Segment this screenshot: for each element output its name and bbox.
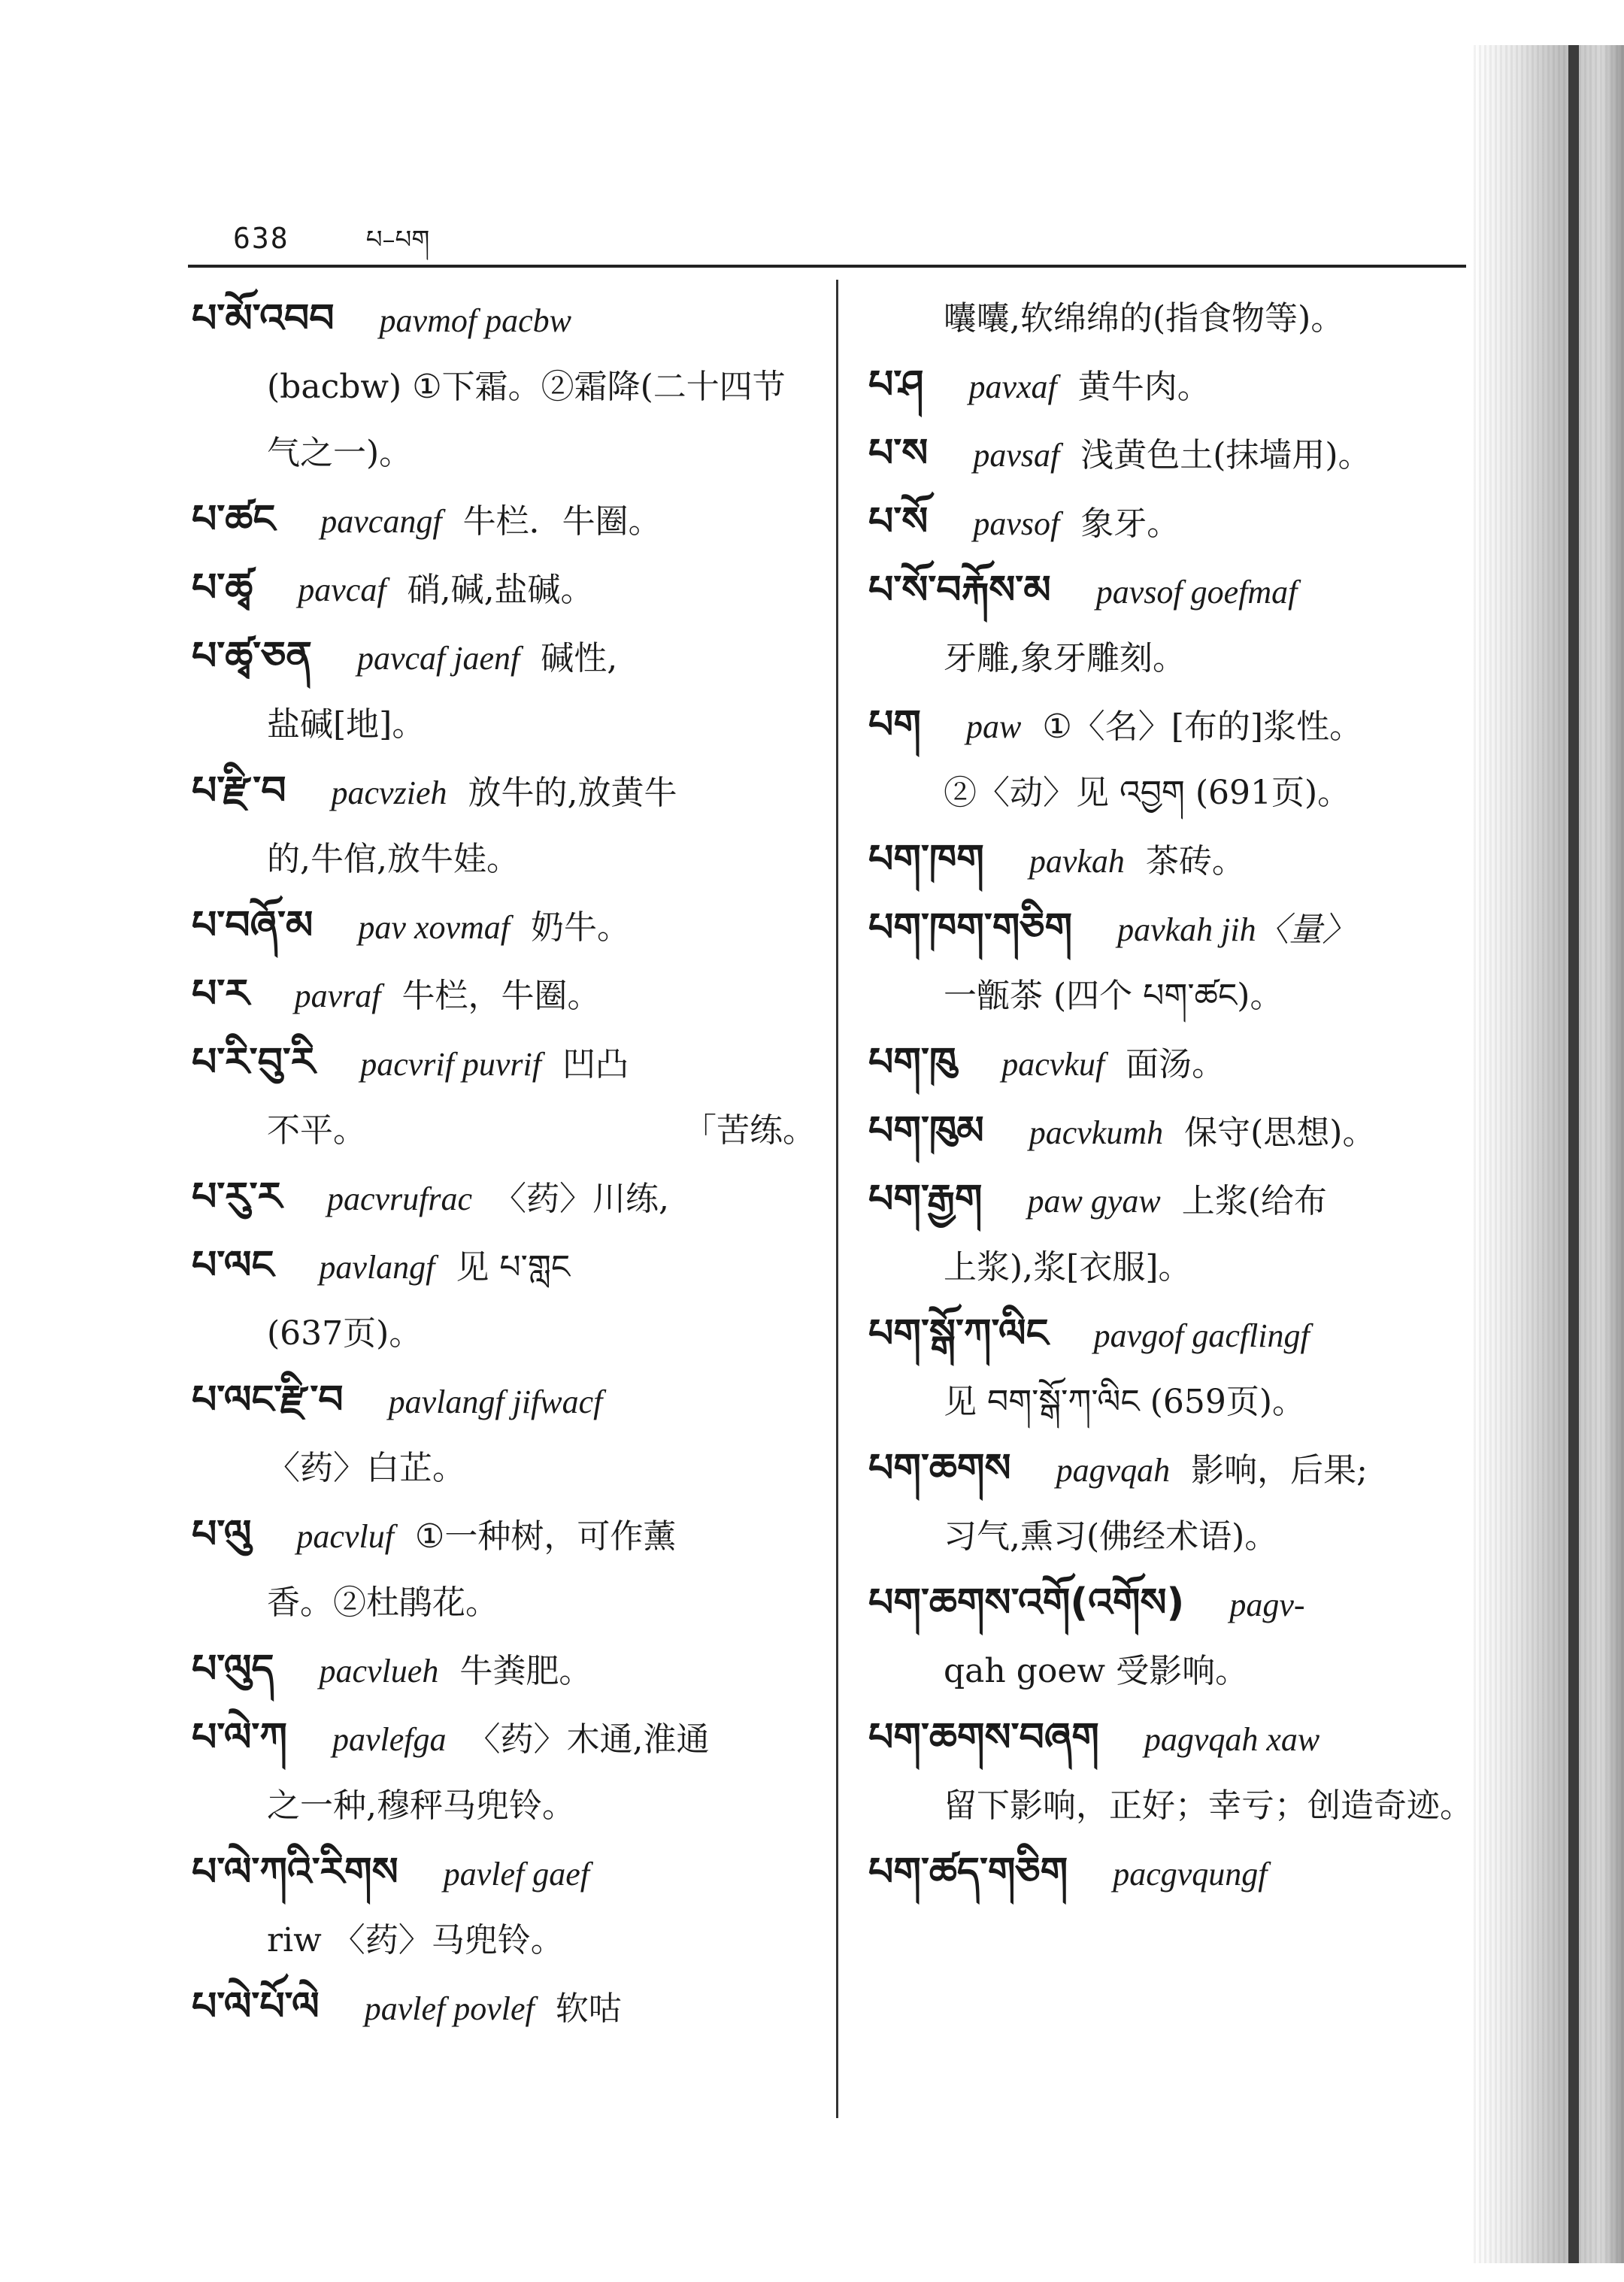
headword: པ་ཚང bbox=[192, 497, 276, 542]
headword: པ་ཚྭ་ཅན bbox=[192, 634, 312, 679]
headword: པ་ལེ་པོ་ལེ bbox=[192, 1984, 320, 2029]
headword: པ་ལེ་ཀའི་རིགས bbox=[192, 1850, 398, 1895]
definition-continued: 囔囔,软绵绵的(指食物等)。 bbox=[944, 299, 1344, 338]
dictionary-entry bbox=[192, 286, 816, 486]
definition: 留下影响，正好；幸亏；创造奇迹。 bbox=[944, 1787, 1473, 1825]
definition-continued: 的,牛倌,放牛娃。 bbox=[267, 840, 520, 878]
headword: པ་ས bbox=[868, 431, 929, 476]
headword: པ་རྫི་བ bbox=[192, 768, 286, 814]
pronunciation: pavlefga bbox=[332, 1721, 447, 1758]
dictionary-entry bbox=[868, 1705, 1477, 1839]
definition: 硝,碱,盐碱。 bbox=[407, 571, 594, 609]
definition-continued: 上浆),浆[衣服]。 bbox=[944, 1248, 1192, 1286]
header-rule bbox=[188, 265, 1466, 268]
dictionary-entry bbox=[868, 1029, 1477, 1098]
pronunciation: pacvrufrac bbox=[326, 1180, 473, 1217]
dictionary-entry-continued bbox=[868, 286, 1477, 352]
pronunciation: pavmof pacbw bbox=[379, 302, 571, 339]
headword: པ་ཤ bbox=[868, 362, 924, 408]
pronunciation: pacvkuf bbox=[1001, 1046, 1105, 1083]
headword: པག་ཆགས་འགོ(འགོས) bbox=[868, 1580, 1185, 1626]
dictionary-entry bbox=[868, 1166, 1477, 1301]
headword: པག་ཚད་གཅིག bbox=[868, 1850, 1068, 1895]
dictionary-entry bbox=[192, 1029, 816, 1164]
definition-continued: ②〈动〉见 འབྱག (691页)。 bbox=[944, 774, 1351, 812]
pronunciation: pavxaf bbox=[968, 368, 1057, 405]
pronunciation: pagvqah xaw bbox=[1144, 1721, 1320, 1758]
headword: པག་ཆགས bbox=[868, 1446, 1011, 1491]
definition: 影响，后果; bbox=[1191, 1451, 1368, 1490]
pronunciation: pavkah bbox=[1029, 843, 1125, 880]
definition: 面汤。 bbox=[1126, 1045, 1226, 1083]
definition: qah goew 受影响。 bbox=[944, 1652, 1249, 1690]
pronunciation: pacvluf bbox=[296, 1518, 394, 1555]
dictionary-entry bbox=[868, 1098, 1477, 1166]
definition: 牛粪肥。 bbox=[459, 1652, 592, 1690]
definition: 〈药〉木通,淮通 bbox=[467, 1720, 710, 1759]
definition: riw 〈药〉马兜铃。 bbox=[267, 1921, 564, 1959]
headword: པ་ཚྭ bbox=[192, 565, 253, 611]
headword: པ་ལང་རྫི་བ bbox=[192, 1377, 344, 1423]
dictionary-entry bbox=[868, 692, 1477, 826]
headword: པ་བཞོ་མ bbox=[192, 903, 314, 948]
definition: 浅黄色土(抹墙用)。 bbox=[1080, 436, 1371, 474]
pronunciation: pavsof goefmaf bbox=[1095, 574, 1298, 611]
headword: པག་ཁག bbox=[868, 837, 984, 882]
headword: པ་ལང bbox=[192, 1243, 274, 1288]
headword: པ་རི་བུ་རི bbox=[192, 1040, 316, 1085]
left-column bbox=[192, 286, 816, 2042]
definition: 〈药〉白芷。 bbox=[267, 1449, 465, 1487]
headword: པ་ལུ bbox=[192, 1512, 252, 1557]
dictionary-entry bbox=[192, 1367, 816, 1502]
dictionary-entry bbox=[868, 1839, 1477, 1908]
pronunciation: pavcaf bbox=[298, 571, 386, 608]
pronunciation: pavlangf bbox=[319, 1249, 435, 1286]
pronunciation: paw gyaw bbox=[1027, 1183, 1161, 1220]
dictionary-entry bbox=[868, 1570, 1477, 1705]
dictionary-entry bbox=[192, 1705, 816, 1839]
pronunciation: pavsof bbox=[973, 505, 1060, 542]
definition: ①〈名〉[布的]浆性。 bbox=[1042, 708, 1363, 746]
definition: 见 བག་སྒོ་ཀ་ལིང (659页)。 bbox=[944, 1383, 1305, 1421]
definition: 软咕 bbox=[555, 1990, 622, 2028]
page-header bbox=[233, 211, 429, 283]
headword: པ་སོ bbox=[868, 499, 929, 544]
right-column bbox=[868, 286, 1477, 1908]
dictionary-entry bbox=[192, 623, 816, 758]
definition: 放牛的,放黄牛 bbox=[468, 774, 677, 812]
dictionary-entry bbox=[192, 1232, 816, 1367]
pronunciation: pavlef gaef bbox=[443, 1856, 589, 1893]
definition-continued: 香。②杜鹃花。 bbox=[267, 1583, 498, 1622]
pronunciation: pavsaf bbox=[973, 437, 1060, 474]
definition: 牛栏．牛圈。 bbox=[462, 502, 662, 541]
pronunciation: pacvzieh bbox=[331, 774, 447, 811]
dictionary-entry bbox=[192, 1636, 816, 1705]
definition: (bacbw) ①下霜。②霜降(二十四节气之一)。 bbox=[267, 368, 786, 472]
definition: 黄牛肉。 bbox=[1077, 368, 1210, 406]
headword: པ་སོ་བརྐོས་མ bbox=[868, 568, 1051, 613]
definition: 碱性, bbox=[541, 639, 618, 677]
page-number: 638 bbox=[233, 222, 289, 255]
definition: ①一种树，可作薰 bbox=[414, 1517, 677, 1556]
pronunciation: pavcaf jaenf bbox=[356, 640, 520, 677]
definition: 保守(思想)。 bbox=[1184, 1114, 1376, 1152]
definition: 奶牛。 bbox=[531, 908, 631, 947]
dictionary-entry bbox=[868, 420, 1477, 489]
pronunciation: pacgvqungf bbox=[1113, 1856, 1268, 1893]
definition: 牛栏，牛圈。 bbox=[401, 977, 601, 1015]
pronunciation: pavcangf bbox=[320, 503, 442, 540]
headword: པ་ར bbox=[192, 971, 250, 1017]
definition-continued: 之一种,穆秤马兜铃。 bbox=[267, 1787, 575, 1825]
definition: 上浆(给布 bbox=[1181, 1182, 1327, 1220]
pronunciation: pavlangf jifwacf bbox=[388, 1383, 603, 1420]
headword: པག་སྒོ་ཀ་ལིང bbox=[868, 1311, 1049, 1356]
pronunciation: pavraf bbox=[294, 977, 381, 1014]
headword: པག་ཁུ bbox=[868, 1040, 957, 1085]
dictionary-entry bbox=[192, 961, 816, 1029]
definition-tail: 「苦练。 bbox=[683, 1111, 816, 1150]
headword: པག་ཁུམ bbox=[868, 1108, 984, 1153]
pronunciation: pavkah jih〈量〉 bbox=[1117, 911, 1356, 948]
headword: པག་ཁག་གཅིག bbox=[868, 905, 1073, 950]
book-edge-shadow bbox=[1474, 45, 1624, 2263]
dictionary-entry bbox=[192, 486, 816, 555]
headword: པག bbox=[868, 702, 921, 747]
pronunciation: pav xovmaf bbox=[358, 909, 511, 946]
pronunciation: pacvlueh bbox=[319, 1653, 439, 1690]
headword: པ་མོ་འབབ bbox=[192, 296, 335, 341]
dictionary-entry bbox=[868, 352, 1477, 420]
definition: 凹凸 bbox=[562, 1045, 629, 1083]
pronunciation: paw bbox=[965, 708, 1022, 745]
pronunciation: pagvqah bbox=[1056, 1452, 1171, 1489]
column-divider bbox=[836, 280, 838, 2118]
dictionary-entry bbox=[192, 1974, 816, 2042]
headword: པ་ལུད bbox=[192, 1647, 274, 1692]
book-spine-line bbox=[1568, 45, 1579, 2263]
definition-continued: 盐碱[地]。 bbox=[267, 705, 426, 744]
dictionary-entry bbox=[192, 758, 816, 892]
definition: 一甑茶 (四个 པག་ཚང)。 bbox=[944, 977, 1283, 1015]
headword: པ་རུ་ར bbox=[192, 1174, 282, 1220]
dictionary-entry bbox=[868, 1301, 1477, 1435]
definition: 〈药〉川练, bbox=[493, 1180, 670, 1218]
headword: པག་རྒྱག bbox=[868, 1177, 983, 1222]
dictionary-entry bbox=[192, 555, 816, 623]
pronunciation: pacvkumh bbox=[1029, 1114, 1164, 1151]
dictionary-entry bbox=[192, 1839, 816, 1974]
dictionary-entry bbox=[192, 892, 816, 961]
guide-word: པ–པག bbox=[365, 225, 430, 255]
definition-continued: 习气,熏习(佛经术语)。 bbox=[944, 1517, 1278, 1556]
dictionary-entry bbox=[868, 895, 1477, 1029]
dictionary-entry bbox=[192, 1164, 816, 1232]
definition: 茶砖。 bbox=[1145, 842, 1245, 880]
pronunciation: pavlef povlef bbox=[364, 1990, 535, 2027]
definition-continued bbox=[192, 1098, 816, 1164]
definition-continued: (637页)。 bbox=[267, 1314, 423, 1353]
pronunciation: pagv- bbox=[1229, 1586, 1305, 1623]
dictionary-entry bbox=[868, 1435, 1477, 1570]
definition: 象牙。 bbox=[1080, 505, 1180, 543]
dictionary-entry bbox=[192, 1502, 816, 1636]
definition: 见 པ་གླང bbox=[456, 1248, 571, 1286]
dictionary-entry bbox=[868, 826, 1477, 895]
headword: པ་ལེ་ཀ bbox=[192, 1715, 287, 1760]
pronunciation: pacvrif puvrif bbox=[360, 1046, 541, 1083]
definition-continued-text: 不平。 bbox=[267, 1111, 366, 1150]
definition: 牙雕,象牙雕刻。 bbox=[944, 639, 1186, 677]
dictionary-entry bbox=[868, 489, 1477, 557]
pronunciation: pavgof gacflingf bbox=[1093, 1317, 1310, 1354]
dictionary-entry bbox=[868, 557, 1477, 692]
headword: པག་ཆགས་བཞག bbox=[868, 1715, 1099, 1760]
